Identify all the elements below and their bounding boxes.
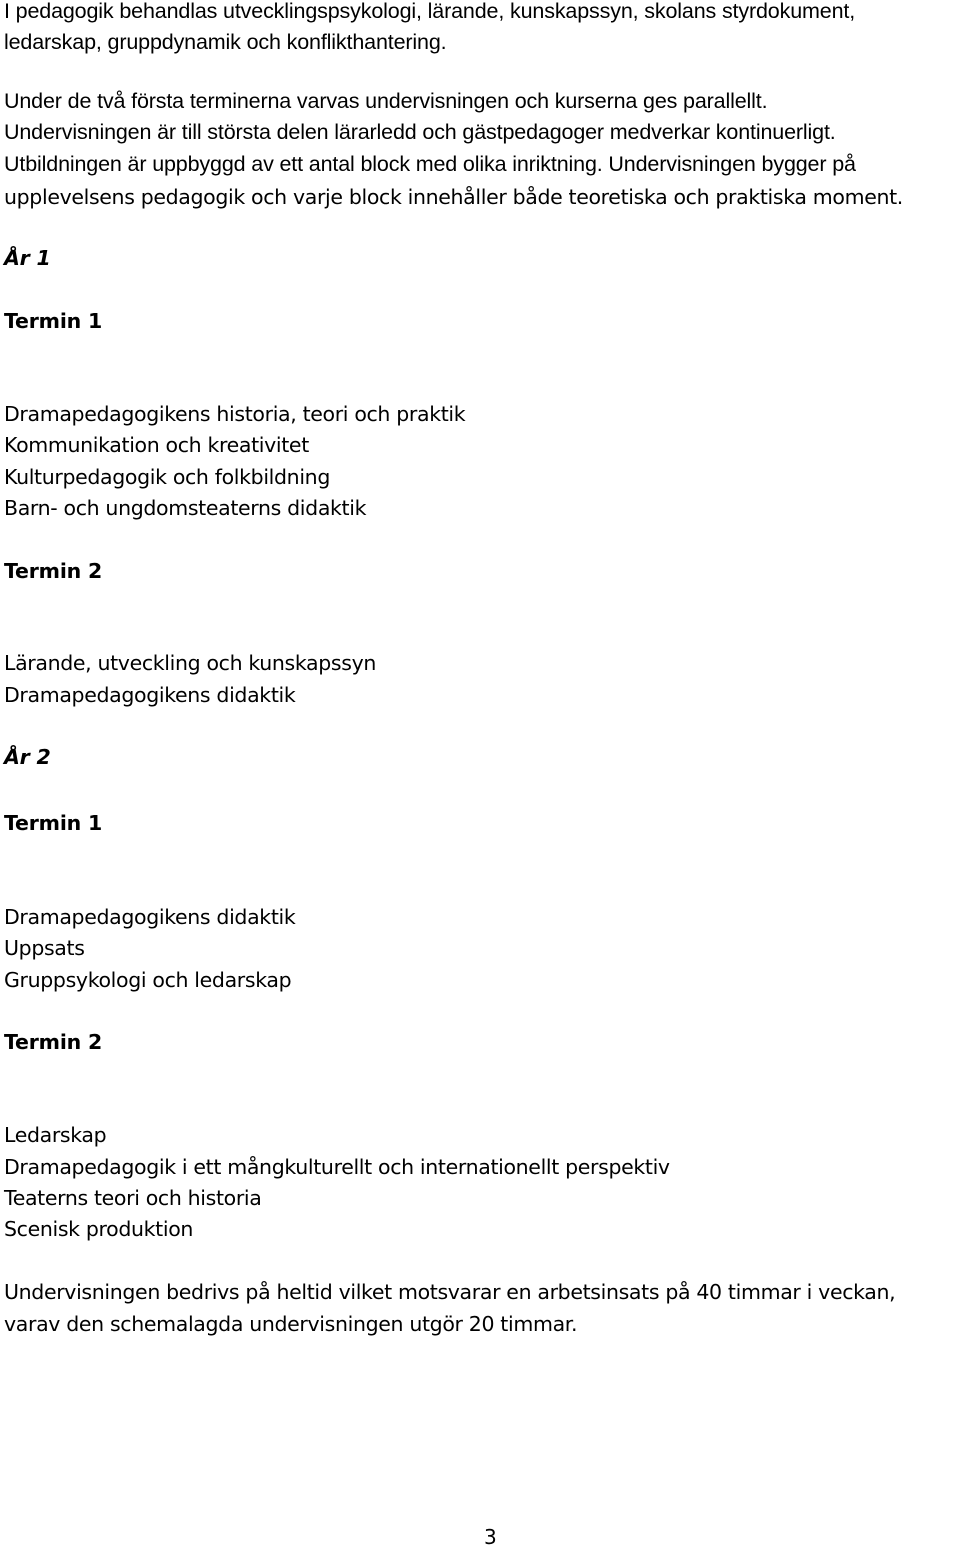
intro-line-3: Under de två första terminerna varvas undervisningen och kurserna ges parallellt. (4, 89, 768, 113)
intro-line-1: I pedagogik behandlas utvecklingspsykologi, lärande, kunskapssyn, skolans styrdokument, (4, 0, 856, 23)
course-item: Ledarskap (4, 1123, 107, 1147)
year-1-term-2-heading: Termin 2 (4, 559, 103, 583)
intro-line-5: Utbildningen är uppbyggd av ett antal block med olika inriktning. Undervisningen bygger på (4, 152, 856, 176)
course-item: Teaterns teori och historia (4, 1186, 262, 1210)
year-2-heading: År 2 (4, 745, 51, 769)
course-item: Dramapedagogikens didaktik (4, 905, 296, 929)
course-item: Dramapedagogikens historia, teori och praktik (4, 402, 466, 426)
course-item: Kommunikation och kreativitet (4, 433, 309, 457)
course-item: Uppsats (4, 936, 85, 960)
course-item: Kulturpedagogik och folkbildning (4, 465, 330, 489)
intro-line-6: upplevelsens pedagogik och varje block innehåller både teoretiska och praktiska moment. (4, 185, 903, 209)
course-item: Gruppsykologi och ledarskap (4, 968, 292, 992)
intro-line-2: ledarskap, gruppdynamik och konflikthantering. (4, 30, 447, 54)
page-number: 3 (484, 1525, 497, 1549)
year-2-term-2-heading: Termin 2 (4, 1030, 103, 1054)
year-1-heading: År 1 (4, 246, 51, 270)
course-item: Dramapedagogik i ett mångkulturellt och internationellt perspektiv (4, 1155, 670, 1179)
year-2-term-1-heading: Termin 1 (4, 811, 103, 835)
course-item: Lärande, utveckling och kunskapssyn (4, 651, 377, 675)
course-item: Scenisk produktion (4, 1217, 194, 1241)
course-item: Dramapedagogikens didaktik (4, 683, 296, 707)
closing-line-1: Undervisningen bedrivs på heltid vilket motsvarar en arbetsinsats på 40 timmar i veckan, (4, 1280, 896, 1304)
course-item: Barn- och ungdomsteaterns didaktik (4, 496, 367, 520)
year-1-term-1-heading: Termin 1 (4, 309, 103, 333)
intro-line-4: Undervisningen är till största delen lärarledd och gästpedagoger medverkar kontinuerligt. (4, 120, 836, 144)
closing-line-2: varav den schemalagda undervisningen utgör 20 timmar. (4, 1312, 578, 1336)
